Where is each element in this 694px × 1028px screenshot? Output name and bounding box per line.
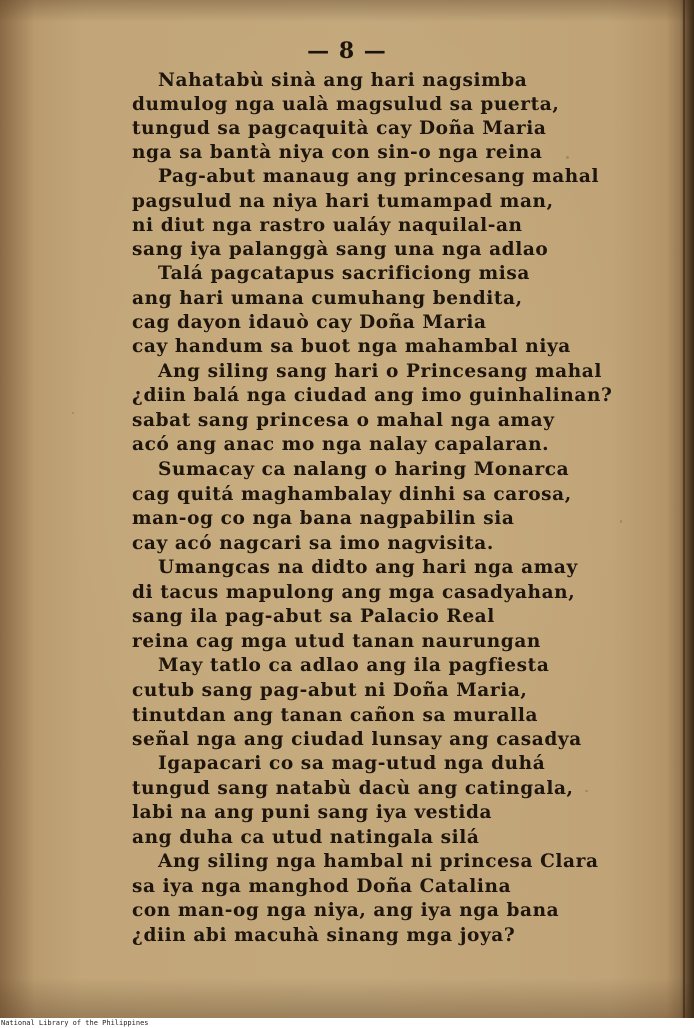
footer-credit: National Library of the Philippines bbox=[1, 1019, 149, 1027]
verse-line: cag dayon idauò cay Doña Maria bbox=[132, 312, 487, 333]
paper-speck bbox=[585, 790, 588, 792]
paper-speck bbox=[72, 412, 74, 414]
verse-line: acó ang anac mo nga nalay capalaran. bbox=[132, 434, 550, 455]
verse-line: tungud sa pagcaquità cay Doña Maria bbox=[132, 118, 547, 139]
verse-line: ¿diin balá nga ciudad ang imo guinhalinan? bbox=[132, 385, 613, 406]
verse-line: señal nga ang ciudad lunsay ang casadya bbox=[132, 729, 582, 750]
verse-line: sa iya nga manghod Doña Catalina bbox=[132, 876, 512, 897]
verse-line: cag quitá maghambalay dinhi sa carosa, bbox=[132, 484, 572, 505]
verse-line: nga sa bantà niya con sin-o nga reina bbox=[132, 142, 543, 163]
verse-line: pagsulud na niya hari tumampad man, bbox=[132, 191, 554, 212]
verse-line: cay acó nagcari sa imo nagvisita. bbox=[132, 533, 494, 554]
paper-speck bbox=[566, 156, 569, 159]
verse-line: ¿diin abi macuhà sinang mga joya? bbox=[132, 925, 516, 946]
verse-line: May tatlo ca adlao ang ila pagfiesta bbox=[158, 655, 550, 676]
verse-line: Sumacay ca nalang o haring Monarca bbox=[158, 459, 570, 480]
verse-line: Igapacari co sa mag-utud nga duhá bbox=[158, 753, 546, 774]
verse-line: Ang siling sang hari o Princesang mahal bbox=[158, 361, 602, 382]
verse-line: ang hari umana cumuhang bendita, bbox=[132, 288, 523, 309]
verse-line: tungud sang natabù dacù ang catingala, bbox=[132, 778, 574, 799]
verse-line: sang iya palanggà sang una nga adlao bbox=[132, 239, 549, 260]
footer-strip bbox=[0, 1019, 694, 1028]
verse-line: cay handum sa buot nga mahambal niya bbox=[132, 336, 571, 357]
verse-line: dumulog nga ualà magsulud sa puerta, bbox=[132, 94, 560, 115]
verse-line: Pag-abut manaug ang princesang mahal bbox=[158, 166, 600, 187]
verse-line: sabat sang princesa o mahal nga amay bbox=[132, 410, 555, 431]
verse-line: tinutdan ang tanan cañon sa muralla bbox=[132, 705, 539, 726]
verse-line: Umangcas na didto ang hari nga amay bbox=[158, 557, 578, 578]
verse-line: ang duha ca utud natingala silá bbox=[132, 827, 480, 848]
verse-line: labi na ang puni sang iya vestida bbox=[132, 802, 493, 823]
page-number: — 8 — bbox=[307, 38, 387, 64]
page-edge-shadow-bottom bbox=[0, 978, 694, 1018]
verse-line: man-og co nga bana nagpabilin sia bbox=[132, 508, 515, 529]
verse-line: con man-og nga niya, ang iya nga bana bbox=[132, 900, 560, 921]
paper-speck bbox=[620, 520, 622, 523]
verse-line: Nahatabù sinà ang hari nagsimba bbox=[158, 70, 528, 91]
verse-line: Ang siling nga hambal ni princesa Clara bbox=[158, 851, 599, 872]
verse-line: di tacus mapulong ang mga casadyahan, bbox=[132, 582, 576, 603]
verse-line: reina cag mga utud tanan naurungan bbox=[132, 631, 541, 652]
verse-line: cutub sang pag-abut ni Doña Maria, bbox=[132, 680, 528, 701]
verse-line: ni diut nga rastro ualáy naquilal-an bbox=[132, 215, 523, 236]
book-spine-edge bbox=[683, 0, 685, 1018]
verse-line: Talá pagcatapus sacrificiong misa bbox=[158, 263, 531, 284]
page-edge-shadow-top bbox=[0, 0, 694, 22]
verse-line: sang ila pag-abut sa Palacio Real bbox=[132, 606, 495, 627]
